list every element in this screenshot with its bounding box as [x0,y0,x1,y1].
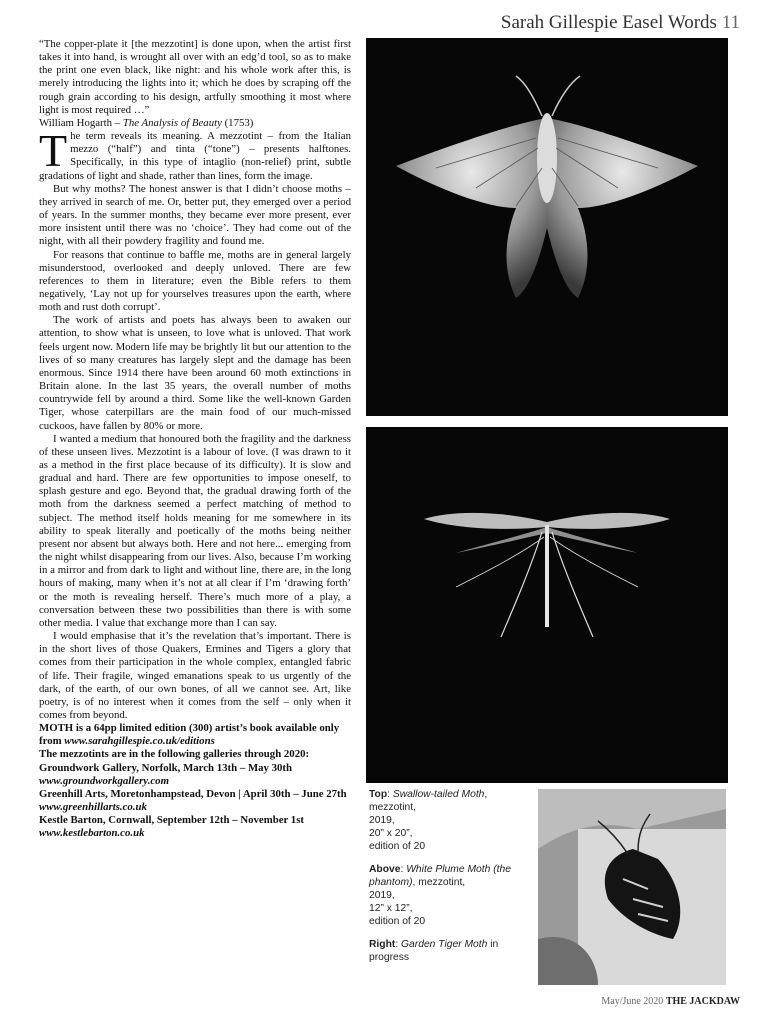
book-info [39,722,351,748]
image-captions [369,788,529,974]
gallery-1: Groundwork Gallery, Norfolk, March 13th – May 30th [39,761,293,774]
article-paragraph: I would emphasise that it’s the revelation that’s important. There is in the short lives of those Quakers, Ermines and Tigers a glory that comes from their participation in the whole complex, entangled fabric of life. Their fragile, winged emanations speak to us urgently of the dark, of the earth, of our own bones, of all we cannot see. Art, like poetry, is of no interest when it comes from the self – only when it comes from beyond. [39,630,351,721]
caption-line: edition of 20 [369,841,426,852]
drop-cap: T [39,125,68,177]
gallery-3-url[interactable]: www.kestlebarton.co.uk [39,827,145,840]
article-paragraph [39,125,351,183]
epigraph-attribution [39,117,351,130]
book-text: MOTH is a 64pp limited edition (300) artist’s book available only from [39,722,340,748]
caption-line: edition of 20 [369,916,426,927]
caption-line: 20” x 20”, [369,828,413,839]
caption-right-label: Right [369,939,396,950]
attribution-year: (1753) [221,116,254,129]
caption-right-title: Garden Tiger Moth [401,939,488,950]
page-number: 11 [721,12,740,33]
garden-tiger-moth-photo [538,789,726,985]
moth-shape [396,76,698,298]
magazine-name: THE JACKDAW [665,996,740,1007]
caption-above: Above: White Plume Moth (the phantom), mezzotint, 2019, 12” x 12”, edition of 20 [369,864,511,927]
caption-line: in progress [369,939,499,963]
swallow-tailed-moth-image [366,38,728,416]
page-footer [601,996,740,1007]
caption-top-title: Swallow-tailed Moth [392,789,485,800]
article-paragraph: But why moths? The honest answer is that I didn’t choose moths – they arrived in search of me. Or, better put, they emerged over a period of years. In the summer months, they became ever more present, ever more insistent until there was no ‘choice’. They had come out of the night, with all their powdery fragility and found me. [39,182,351,248]
gallery-3-link[interactable] [39,827,351,840]
section-title: Easel Words [622,12,717,33]
caption-top-label: Top [369,789,388,800]
author-name: Sarah Gillespie [500,12,618,33]
paragraph-text: he term reveals its meaning. A mezzotint – from the Italian mezzo (“half”) and tinta (“tone”) – presents halftones. Specifically, in this type of intaglio (non-relief) print, subtle gradations of light and shade, rather than lines, form the image. [39,130,351,182]
caption-above-title: White Plume Moth (the phantom) [369,864,511,888]
attribution-work: The Analysis of Beauty [122,116,222,129]
article-paragraph: I wanted a medium that honoured both the fragility and the darkness of these unseen lives. Mezzotint is a labour of love. (I was drawn to it as a method in the first place because of its difficulty). It is slow and gradual and hard. There are few opportunities to impose oneself, to splash gesture and ego. Beyond that, the gradual drawing forth of the moth from the darkness seemed a perfect matching of method to subject. The method itself holds meaning for me somewhere in its ability to speak literally and poetically of the moths being neither present nor absent but always both. Here and not here... emerging from the night whilst disappearing from our lives. Also, because I’m working in a mirror and from dark to light and without line, there are, in the long hours of making, many when it’s not at all clear if I’m ‘drawing forth’ or the moth is revealing herself. There’s much more of a play, a conversation between these two possibilities than there is with some other media. I value that exchange more than I can say. [39,432,351,629]
gallery-2-url[interactable]: www.greenhillarts.co.uk [39,801,147,814]
gallery-3: Kestle Barton, Cornwall, September 12th – November 1st [39,814,304,827]
book-link[interactable]: www.sarahgillespie.co.uk/editions [64,735,215,748]
article-paragraph: For reasons that continue to baffle me, moths are in general largely misunderstood, overlooked and deeply unloved. There are few references to them in literature; even the Bible refers to them negatively, ‘Lay not up for yourselves treasures upon the earth, where moth and rust doth corrupt’. [39,248,351,314]
caption-line: 12” x 12”, [369,903,413,914]
caption-right: Right: Garden Tiger Moth in progress [369,939,499,963]
caption-line: 2019, [369,815,395,826]
white-plume-moth-image [366,427,728,783]
attribution-author: William Hogarth – [39,116,123,129]
gallery-1-link[interactable] [39,775,351,788]
caption-line: , mezzotint, [412,877,466,888]
caption-line: 2019, [369,890,395,901]
plume-moth-shape [424,513,670,637]
epigraph-quote: “The copper-plate it [the mezzotint] is done upon, when the artist first takes it into hand, is wrought all over with an edg’d tool, so as to make the print one even black, like night: and his whole work after this, is merely introducing the lights into it; which he does by scraping off the rough grain according to his design, artfully smoothing it most where light is most required …” [39,38,351,116]
caption-top: Top: Swallow-tailed Moth, mezzotint, 2019, 20” x 20”, edition of 20 [369,789,488,852]
article-column [39,38,351,841]
gallery-1-url[interactable]: www.groundworkgallery.com [39,774,169,787]
issue-date: May/June 2020 [601,996,664,1007]
caption-above-label: Above [369,864,401,875]
article-paragraph: The work of artists and poets has always been to awaken our attention, to show what is unseen, to love what is unloved. That work feels urgent now. Modern life may be brightly lit but our attention to the lives of so many creatures has largely slept and the damage has been enormous. Since 1914 there have been around 60 moth extinctions in Britain alone. In the last 35 years, the overall number of moths countrywide fell by around a third. Some like the well-known Garden Tiger, whose caterpillars are the main food of our much-missed cuckoos, have fallen by 80% or more. [39,314,351,432]
caption-line: mezzotint, [369,802,416,813]
gallery-2-text: Greenhill Arts, Moretonhampstead, Devon | April 30th – June 27th [39,787,347,800]
galleries-intro: The mezzotints are in the following galleries through 2020: [39,748,310,761]
gallery-2 [39,788,351,814]
page-header [501,12,740,34]
